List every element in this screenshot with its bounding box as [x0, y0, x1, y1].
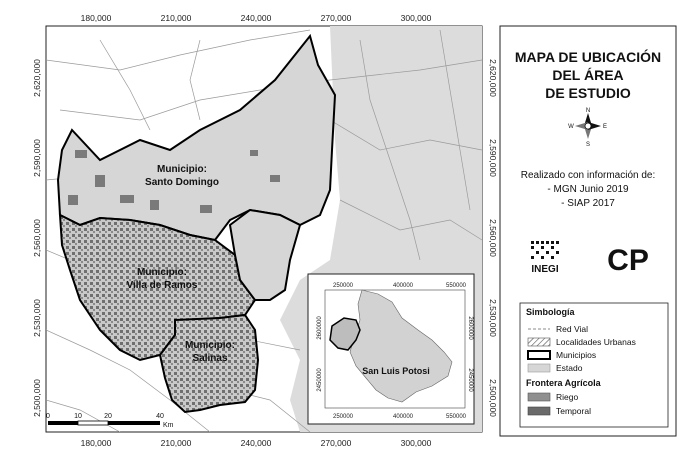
label-salinas-2: Salinas: [192, 353, 228, 364]
scale-label-10: 10: [74, 413, 82, 420]
scale-unit: Km: [163, 422, 174, 429]
cp-logo-text: CP: [607, 244, 649, 277]
legend-item-municipios: Municipios: [556, 350, 597, 360]
inset-map: [308, 274, 474, 424]
legend-item-road: Red Vial: [556, 324, 588, 334]
panel-title-line-2: DEL ÁREA: [552, 67, 624, 83]
legend-item-riego: Riego: [556, 392, 579, 402]
x-tick-bottom-4: 270,000: [320, 438, 352, 448]
y-tick-right-3: 2,560,000: [488, 219, 498, 257]
x-tick-top-4: 270,000: [320, 13, 352, 23]
inset-x-bottom-1: 250000: [332, 414, 354, 420]
label-santo-domingo-1: Municipio:: [157, 164, 207, 175]
y-tick-left-5: 2,500,000: [32, 379, 42, 417]
inset-x-bottom-3: 550000: [445, 414, 467, 420]
credits-line-2: - MGN Junio 2019: [547, 184, 629, 195]
cp-logo: [607, 244, 649, 277]
legend: [520, 303, 668, 427]
y-tick-right-2: 2,590,000: [488, 139, 498, 177]
label-salinas-1: Municipio:: [185, 340, 235, 351]
label-santo-domingo-2: Santo Domingo: [145, 177, 219, 188]
inegi-logo-text: INEGI: [531, 264, 559, 275]
y-tick-left-3: 2,560,000: [32, 219, 42, 257]
inset-x-top-3: 550000: [445, 283, 467, 289]
inset-state-label: San Luis Potosi: [362, 366, 430, 376]
legend-subtitle: Frontera Agrícola: [526, 378, 601, 388]
x-tick-top-2: 210,000: [160, 13, 192, 23]
inset-x-top-1: 250000: [332, 283, 354, 289]
inset-y-left-2: 2450000: [317, 368, 323, 392]
inset-y-right-1: 2600000: [467, 316, 473, 340]
compass-n: N: [585, 108, 591, 114]
inset-y-right-2: 2450000: [467, 368, 473, 392]
x-tick-top-1: 180,000: [80, 13, 112, 23]
legend-state-symbol: [528, 364, 550, 372]
legend-item-temporal: Temporal: [556, 406, 591, 416]
compass-s: S: [585, 142, 591, 148]
y-tick-right-4: 2,530,000: [488, 299, 498, 337]
legend-urban-symbol: [528, 338, 550, 346]
scale-label-0: 0: [46, 413, 50, 420]
legend-item-urban: Localidades Urbanas: [556, 337, 636, 347]
label-villa-de-ramos-1: Municipio:: [137, 267, 187, 278]
scale-label-40: 40: [156, 413, 164, 420]
y-tick-left-2: 2,590,000: [32, 139, 42, 177]
legend-temporal-symbol: [528, 407, 550, 415]
x-tick-bottom-5: 300,000: [400, 438, 432, 448]
x-tick-bottom-3: 240,000: [240, 438, 272, 448]
credits-line-1: Realizado con información de:: [520, 170, 656, 181]
panel-title-line-1: MAPA DE UBICACIÓN: [514, 49, 662, 65]
inset-x-top-2: 400000: [392, 283, 414, 289]
legend-municipio-symbol: [528, 351, 550, 359]
legend-item-estado: Estado: [556, 363, 583, 373]
compass-e: E: [602, 124, 608, 130]
x-tick-bottom-2: 210,000: [160, 438, 192, 448]
x-tick-bottom-1: 180,000: [80, 438, 112, 448]
x-tick-top-5: 300,000: [400, 13, 432, 23]
credits-line-3: - SIAP 2017: [561, 198, 615, 209]
y-tick-right-5: 2,500,000: [488, 379, 498, 417]
compass-w: W: [568, 124, 574, 130]
label-villa-de-ramos-2: Villa de Ramos: [126, 280, 198, 291]
y-tick-right-1: 2,620,000: [488, 59, 498, 97]
inset-y-left-1: 2600000: [317, 316, 323, 340]
y-tick-left-1: 2,620,000: [32, 59, 42, 97]
y-tick-left-4: 2,530,000: [32, 299, 42, 337]
legend-riego-symbol: [528, 393, 550, 401]
x-tick-top-3: 240,000: [240, 13, 272, 23]
scale-label-20: 20: [104, 413, 112, 420]
legend-title: Simbología: [526, 307, 575, 317]
inset-x-bottom-2: 400000: [392, 414, 414, 420]
panel-title-line-3: DE ESTUDIO: [545, 85, 631, 101]
